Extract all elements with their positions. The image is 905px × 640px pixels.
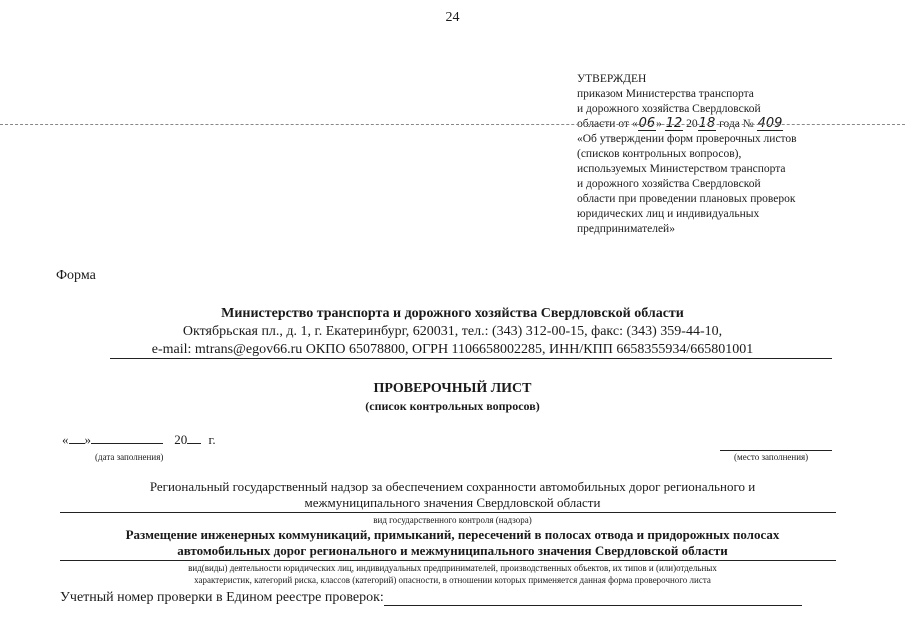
activity-underline — [60, 560, 836, 561]
date-open-quote: « — [62, 432, 69, 447]
control-type-line-1: Региональный государственный надзор за обеспечением сохранности автомобильных дорог регионального и — [149, 479, 756, 494]
approval-line: (списков контрольных вопросов), — [577, 148, 742, 160]
form-label: Форма — [56, 268, 96, 283]
ministry-divider — [110, 358, 832, 359]
ministry-address: Октябрьская пл., д. 1, г. Екатеринбург, 620031, тел.: (343) 312-00-15, факс: (343) 359-44-10, — [182, 324, 723, 339]
approval-line: используемых Министерством транспорта — [577, 163, 786, 175]
date-fill-field — [62, 432, 216, 448]
activity-line-2: автомобильных дорог регионального и межмуниципального значения Свердловской области — [177, 543, 728, 558]
registry-label: Учетный номер проверки в Едином реестре проверок: — [60, 590, 384, 605]
handwritten-day: 06 — [638, 116, 656, 131]
registry-number-line — [384, 591, 802, 606]
place-caption: (место заполнения) — [734, 452, 809, 462]
control-type-underline — [60, 512, 836, 513]
approval-line: юридических лиц и индивидуальных — [577, 208, 760, 220]
activity-line-1: Размещение инженерных коммуникаций, примыканий, пересечений в полосах отвода и придорожных полосах — [125, 527, 780, 542]
place-fill-line — [720, 450, 832, 451]
document-subtitle: (список контрольных вопросов) — [365, 399, 540, 413]
page-number: 24 — [445, 10, 460, 25]
activity-caption-2: характеристик, категорий риска, классов (категорий) опасности, в отношении которых применяется данная форма проверочного листа — [194, 575, 711, 585]
approval-line: и дорожного хозяйства Свердловской — [577, 103, 761, 115]
date-year-prefix: 20 — [174, 432, 188, 447]
approval-year-prefix: 20 — [686, 118, 698, 130]
date-caption: (дата заполнения) — [95, 452, 164, 462]
handwritten-month: 12 — [665, 116, 683, 131]
activity-caption-1: вид(виды) деятельности юридических лиц, индивидуальных предпринимателей, производственных объектов, их типов и (или)отдельных — [188, 563, 717, 573]
date-close-quote: » — [84, 432, 91, 447]
page-fold-line — [0, 124, 905, 125]
approval-line: приказом Министерства транспорта — [577, 88, 754, 100]
approval-line: области при проведении плановых проверок — [577, 193, 796, 205]
approval-heading: УТВЕРЖДЕН — [577, 73, 647, 85]
handwritten-year: 18 — [698, 116, 716, 131]
approval-line: и дорожного хозяйства Свердловской — [577, 178, 761, 190]
control-type-line-2: межмуниципального значения Свердловской области — [304, 495, 601, 510]
date-year-suffix: г. — [208, 432, 216, 447]
handwritten-order-number: 409 — [757, 116, 783, 131]
document-title: ПРОВЕРОЧНЫЙ ЛИСТ — [373, 381, 532, 396]
approval-date-quote: » — [656, 118, 662, 130]
ministry-contacts: e-mail: mtrans@egov66.ru ОКПО 65078800, ОГРН 1106658002285, ИНН/КПП 6658355934/665801001 — [151, 342, 754, 357]
ministry-name: Министерство транспорта и дорожного хозяйства Свердловской области — [221, 306, 684, 321]
approval-line: «Об утверждении форм проверочных листов — [577, 133, 797, 145]
registry-number-field — [60, 590, 802, 606]
approval-date-prefix: области от « — [577, 118, 638, 130]
approval-line: предпринимателей» — [577, 223, 675, 235]
approval-number-label: года № — [719, 118, 754, 130]
control-type-caption: вид государственного контроля (надзора) — [373, 515, 532, 525]
approval-stamp — [577, 72, 797, 237]
